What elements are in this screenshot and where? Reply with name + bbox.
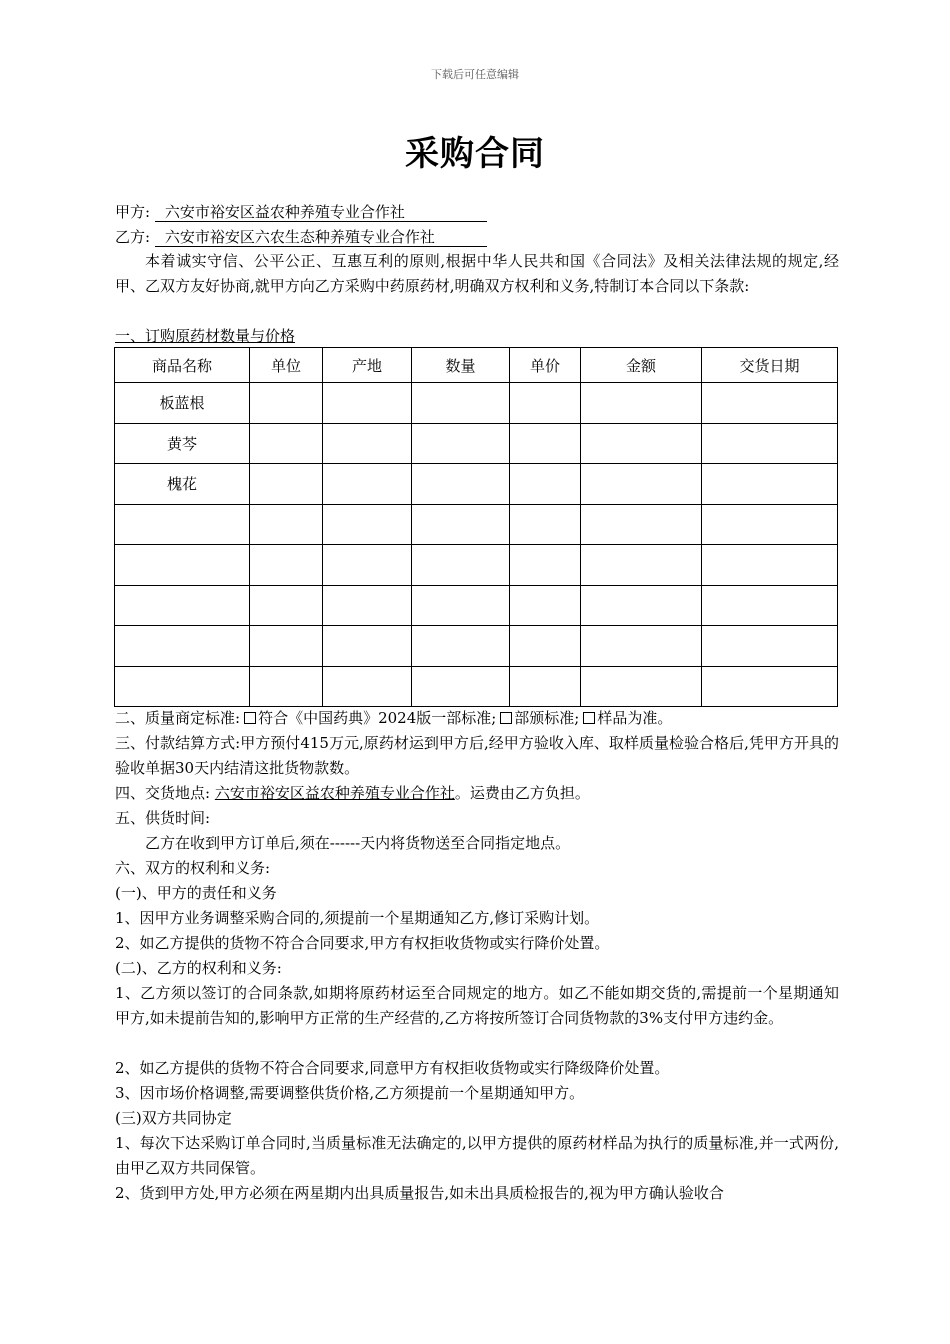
table-cell [323,383,412,424]
intro-paragraph: 本着诚实守信、公平公正、互惠互利的原则,根据中华人民共和国《合同法》及相关法律法规的规定,经甲、乙双方友好协商,就甲方向乙方采购中药原药材,明确双方权利和义务,特制订本合同以下条款: [115,252,839,295]
table-cell [581,545,702,586]
table-cell [581,626,702,667]
sub1-title: (一)、甲方的责任和义务 [115,884,277,902]
col-header: 单位 [250,348,323,383]
checkbox-icon[interactable] [244,712,256,724]
section4-line [115,781,590,806]
table-cell [510,545,581,586]
section1-title: 一、订购原药材数量与价格 [115,327,296,345]
page-title: 采购合同 [405,134,545,174]
list-item: 1、每次下达采购订单合同时,当质量标准无法确定的,以甲方提供的原药材样品为执行的质量标准,并一式两份,由甲乙双方共同保管。 [115,1134,839,1177]
table-cell [115,504,250,545]
table-row [115,585,838,626]
list-item: 1、乙方须以签订的合同条款,如期将原药材运至合同规定的地方。如乙不能如期交货的,需提前一个星期通知甲方,如未提前告知的,影响甲方正常的生产经营的,乙方将按所签订合同货物款的3%支付甲方违约金。 [115,984,839,1027]
header-note: 下载后可任意编辑 [431,68,519,81]
table-cell [250,666,323,707]
table-cell [702,504,838,545]
table-row [115,464,838,505]
table-cell [702,423,838,464]
table-cell [581,423,702,464]
table-cell: 板蓝根 [115,383,250,424]
delivery-place: 六安市裕安区益农种养殖专业合作社 [214,784,455,802]
table-cell [412,585,510,626]
table-cell [510,666,581,707]
party-a-line [115,200,487,225]
col-header: 金额 [581,348,702,383]
table-row [115,545,838,586]
table-cell [581,464,702,505]
table-cell [250,545,323,586]
table-cell [115,626,250,667]
table-cell [702,666,838,707]
table-cell [115,666,250,707]
table-cell [412,666,510,707]
col-header: 交货日期 [702,348,838,383]
section5-title: 五、供货时间: [115,809,211,827]
table-cell [323,626,412,667]
col-header: 数量 [412,348,510,383]
table-cell [412,464,510,505]
table-cell [250,626,323,667]
sub3-title: (三)双方共同协定 [115,1109,232,1127]
section4-label: 四、交货地点: [115,784,211,802]
section2-option-3: 样品为准。 [597,709,673,727]
section2-option-1: 符合《中国药典》2024版一部标准; [258,709,497,727]
table-cell [250,383,323,424]
table-cell [412,383,510,424]
table-cell [412,504,510,545]
table-header-row [115,348,838,383]
table-cell [115,545,250,586]
table-row [115,504,838,545]
table-cell [510,626,581,667]
table-row [115,383,838,424]
table-cell [510,464,581,505]
section2-line [115,706,672,731]
table-cell [250,423,323,464]
party-b-value: 六安市裕安区六农生态种养殖专业合作社 [155,228,487,247]
table-cell [323,504,412,545]
section2-option-2: 部颁标准; [514,709,580,727]
section6-title: 六、双方的权利和义务: [115,859,271,877]
table-cell [323,423,412,464]
table-cell [702,464,838,505]
party-b-label: 乙方: [115,228,151,246]
table-cell [250,504,323,545]
table-cell [323,666,412,707]
col-header: 单价 [510,348,581,383]
table-cell [412,626,510,667]
list-item: 2、货到甲方处,甲方必须在两星期内出具质量报告,如未出具质检报告的,视为甲方确认验收合 [115,1184,724,1202]
sub2-title: (二)、乙方的权利和义务: [115,959,282,977]
table-cell [250,464,323,505]
section5-text: 乙方在收到甲方订单后,须在------天内将货物送至合同指定地点。 [145,834,571,852]
table-cell [581,585,702,626]
table-cell [702,585,838,626]
table-cell: 槐花 [115,464,250,505]
table-cell [323,545,412,586]
table-cell [250,585,323,626]
table-cell: 黄芩 [115,423,250,464]
table-cell [412,545,510,586]
party-a-value: 六安市裕安区益农种养殖专业合作社 [155,203,487,222]
table-row [115,423,838,464]
checkbox-icon[interactable] [583,712,595,724]
table-cell [702,626,838,667]
table-row [115,626,838,667]
col-header: 商品名称 [115,348,250,383]
section3-paragraph: 三、付款结算方式:甲方预付415万元,原药材运到甲方后,经甲方验收入库、取样质量检验合格后,凭甲方开具的验收单据30天内结清这批货物款数。 [115,734,839,777]
table-cell [702,383,838,424]
list-item: 1、因甲方业务调整采购合同的,须提前一个星期通知乙方,修订采购计划。 [115,909,600,927]
table-cell [510,585,581,626]
table-cell [412,423,510,464]
col-header: 产地 [323,348,412,383]
table-cell [581,504,702,545]
table-cell [323,464,412,505]
table-cell [323,585,412,626]
section2-label: 二、质量商定标准: [115,709,241,727]
party-a-label: 甲方: [115,203,151,221]
party-b-line [115,225,487,250]
table-cell [510,504,581,545]
table-cell [581,666,702,707]
list-item: 3、因市场价格调整,需要调整供货价格,乙方须提前一个星期通知甲方。 [115,1084,585,1102]
checkbox-icon[interactable] [500,712,512,724]
table-cell [581,383,702,424]
list-item: 2、如乙方提供的货物不符合合同要求,同意甲方有权拒收货物或实行降级降价处置。 [115,1059,670,1077]
goods-table [114,347,838,707]
table-cell [115,585,250,626]
table-cell [510,383,581,424]
list-item: 2、如乙方提供的货物不符合合同要求,甲方有权拒收货物或实行降价处置。 [115,934,610,952]
table-cell [702,545,838,586]
section4-suffix: 。运费由乙方负担。 [454,784,590,802]
table-row [115,666,838,707]
table-cell [510,423,581,464]
